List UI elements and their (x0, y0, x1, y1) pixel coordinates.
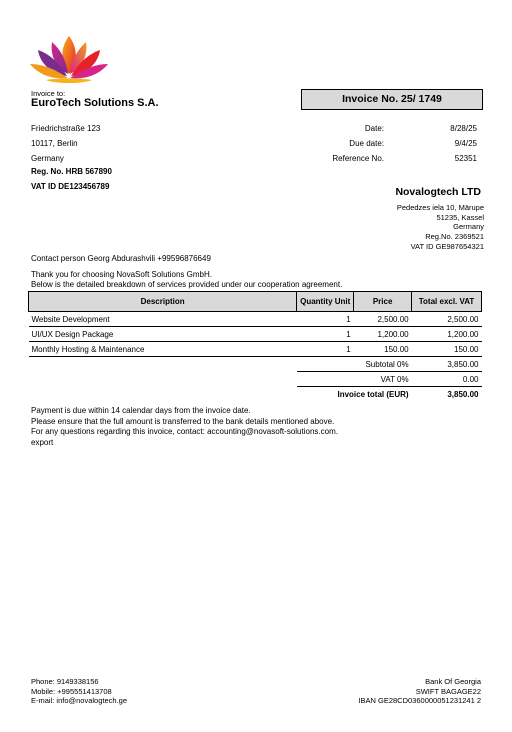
items-table (28, 291, 482, 402)
row-price: 2,500.00 (354, 312, 412, 327)
footer-contact (31, 677, 127, 706)
row-description: Monthly Hosting & Maintenance (29, 342, 297, 357)
vat-value: 0.00 (412, 372, 482, 387)
subtotal-row (29, 357, 482, 372)
row-price: 1,200.00 (354, 327, 412, 342)
seller-country: Germany (453, 222, 484, 231)
footer-phone: Phone: 9149338156 (31, 677, 99, 686)
payment-notes (31, 406, 338, 448)
contact-person: Contact person Georg Abdurashvili +99596876649 (31, 254, 211, 263)
header-description: Description (29, 292, 297, 312)
row-description: UI/UX Design Package (29, 327, 297, 342)
vat-label: VAT 0% (297, 372, 412, 387)
footer-swift: SWIFT BAGAGE22 (415, 686, 481, 696)
buyer-city: 10117, Berlin (31, 139, 78, 148)
seller-reg-no: Reg.No. 2369521 (425, 231, 484, 241)
buyer-company: EuroTech Solutions S.A. (31, 97, 159, 109)
row-price: 150.00 (354, 342, 412, 357)
row-total: 2,500.00 (412, 312, 482, 327)
due-date-label: Due date: (349, 139, 384, 148)
vat-row (29, 372, 482, 387)
intro-line-2: Below is the detailed breakdown of services provided under our cooperation agreement. (31, 280, 343, 289)
table-row (29, 312, 482, 327)
date-label: Date: (364, 124, 384, 133)
footer-bank (358, 677, 481, 706)
note-line-2: Please ensure that the full amount is transferred to the bank details mentioned above. (31, 416, 335, 426)
row-quantity: 1 (297, 327, 354, 342)
table-row (29, 342, 482, 357)
footer-iban: IBAN GE28CD0360000051231241 2 (358, 696, 481, 705)
seller-address-line2: 51235, Kassel (436, 212, 484, 222)
footer-mobile: Mobile: +995551413708 (31, 686, 112, 696)
row-total: 1,200.00 (412, 327, 482, 342)
buyer-street: Friedrichstraße 123 (31, 124, 101, 133)
header-total: Total excl. VAT (412, 292, 482, 312)
note-line-1: Payment is due within 14 calendar days from the invoice date. (31, 406, 251, 415)
row-quantity: 1 (297, 312, 354, 327)
row-total: 150.00 (412, 342, 482, 357)
company-logo (28, 34, 110, 86)
total-row (29, 387, 482, 402)
buyer-country: Germany (31, 154, 64, 163)
invoice-to-label: Invoice to: (31, 89, 66, 98)
seller-name: Novalogtech LTD (395, 186, 481, 198)
subtotal-label: Subtotal 0% (297, 357, 412, 372)
table-row (29, 327, 482, 342)
total-label: Invoice total (EUR) (337, 389, 409, 399)
reference-value: 52351 (454, 154, 477, 163)
seller-address (397, 203, 484, 252)
intro-line-1: Thank you for choosing NovaSoft Solutions GmbH. (31, 270, 212, 279)
buyer-reg-no: Reg. No. HRB 567890 (31, 167, 112, 176)
table-header-row (29, 292, 482, 312)
date-value: 8/28/25 (450, 124, 477, 133)
note-line-3: For any questions regarding this invoice, contact: accounting@novasoft-solutions.com. (31, 427, 338, 436)
footer-email: E-mail: info@novalogtech.ge (31, 696, 127, 705)
footer-bank-name: Bank Of Georgia (425, 677, 481, 686)
note-line-4: export (31, 437, 54, 447)
seller-address-line1: Pededzes iela 10, Mārupe (396, 203, 484, 212)
header-quantity: Quantity Unit (297, 292, 354, 312)
seller-vat-id: VAT ID GE987654321 (410, 242, 484, 251)
invoice-title: Invoice No. 25/ 1749 (301, 89, 483, 110)
row-quantity: 1 (297, 342, 354, 357)
reference-label: Reference No. (332, 154, 384, 163)
total-value: 3,850.00 (447, 389, 479, 399)
row-description: Website Development (29, 312, 297, 327)
header-price: Price (354, 292, 412, 312)
buyer-vat-id: VAT ID DE123456789 (31, 182, 110, 191)
subtotal-value: 3,850.00 (412, 357, 482, 372)
due-date-value: 9/4/25 (454, 139, 477, 148)
